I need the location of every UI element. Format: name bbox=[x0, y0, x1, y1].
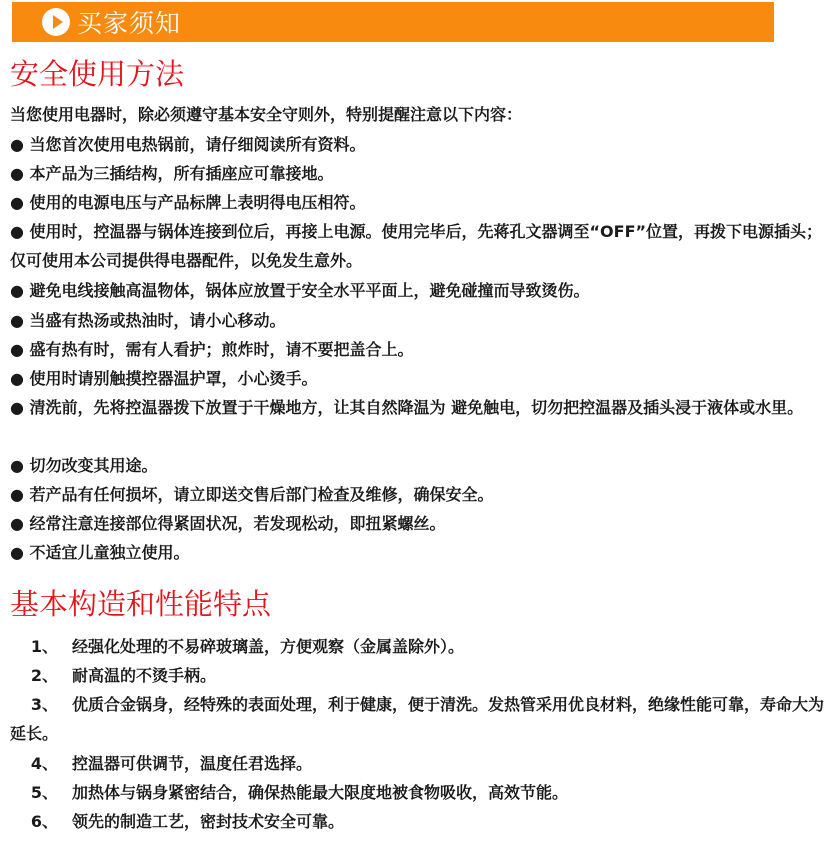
feature-item bbox=[10, 632, 825, 661]
safety-item: ● 盛有热有时，需有人看护；煎炸时，请不要把盖合上。 bbox=[10, 340, 414, 359]
safety-item: ● 使用时请别触摸控器温护罩，小心烫手。 bbox=[10, 369, 318, 388]
feature-item bbox=[10, 690, 825, 748]
feature-text: 优质合金锅身，经特殊的表面处理，利于健康，便于清洗。发热管采用优良材料，绝缘性能可靠，寿命大为延长。 bbox=[10, 695, 825, 743]
header-title: 买家须知 bbox=[77, 9, 182, 38]
safety-item: ● 本产品为三插结构，所有插座应可靠接地。 bbox=[10, 164, 334, 183]
feature-number: 2、 bbox=[30, 666, 58, 685]
safety-item: ● 若产品有任何损坏，请立即送交售后部门检查及维修，确保安全。 bbox=[10, 485, 494, 504]
safety-item: ● 清洗前，先将控温器拨下放置于干燥地方，让其自然降温为 避免触电，切勿把控温器及插头浸于液体或水里。 bbox=[10, 398, 804, 417]
header-banner bbox=[12, 2, 774, 42]
play-arrow-icon bbox=[42, 8, 70, 36]
safety-item: ● 不适宜儿童独立使用。 bbox=[10, 543, 190, 562]
feature-text: 控温器可供调节，温度任君选择。 bbox=[72, 754, 313, 773]
safety-section-title: 安全使用方法 bbox=[10, 57, 185, 91]
feature-text: 耐高温的不烫手柄。 bbox=[72, 666, 217, 685]
safety-intro: 当您使用电器时，除必须遵守基本安全守则外，特别提醒注意以下内容： bbox=[10, 105, 523, 124]
features-section-title: 基本构造和性能特点 bbox=[10, 587, 272, 621]
feature-item bbox=[10, 749, 825, 778]
safety-item: ● 当您首次使用电热锅前，请仔细阅读所有资料。 bbox=[10, 135, 366, 154]
safety-item: ● 避免电线接触高温物体，锅体应放置于安全水平平面上，避免碰撞而导致烫伤。 bbox=[10, 281, 590, 300]
feature-item bbox=[10, 661, 825, 690]
safety-item: ● 当盛有热汤或热油时，请小心移动。 bbox=[10, 311, 286, 330]
feature-text: 经强化处理的不易碎玻璃盖，方便观察（金属盖除外）。 bbox=[72, 637, 465, 656]
feature-number: 6、 bbox=[30, 812, 58, 831]
feature-number: 4、 bbox=[30, 754, 58, 773]
feature-number: 5、 bbox=[30, 783, 58, 802]
feature-text: 领先的制造工艺，密封技术安全可靠。 bbox=[72, 812, 345, 831]
safety-item: ● 使用的电源电压与产品标牌上表明得电压相符。 bbox=[10, 193, 366, 212]
feature-item bbox=[10, 778, 825, 807]
feature-number: 3、 bbox=[30, 695, 58, 714]
safety-item: ● 使用时，控温器与锅体连接到位后，再接上电源。使用完毕后，先蒋孔文器调至“OFF”位置，再拨下电源插头；仅可使用本公司提供得电器配件，以免发生意外。 bbox=[10, 222, 823, 270]
feature-text: 加热体与锅身紧密结合，确保热能最大限度地被食物吸收，高效节能。 bbox=[72, 783, 569, 802]
feature-item bbox=[10, 807, 825, 836]
safety-item: ● 经常注意连接部位得紧固状况，若发现松动，即扭紧螺丝。 bbox=[10, 514, 446, 533]
feature-number: 1、 bbox=[30, 637, 58, 656]
safety-item: ● 切勿改变其用途。 bbox=[10, 456, 158, 475]
